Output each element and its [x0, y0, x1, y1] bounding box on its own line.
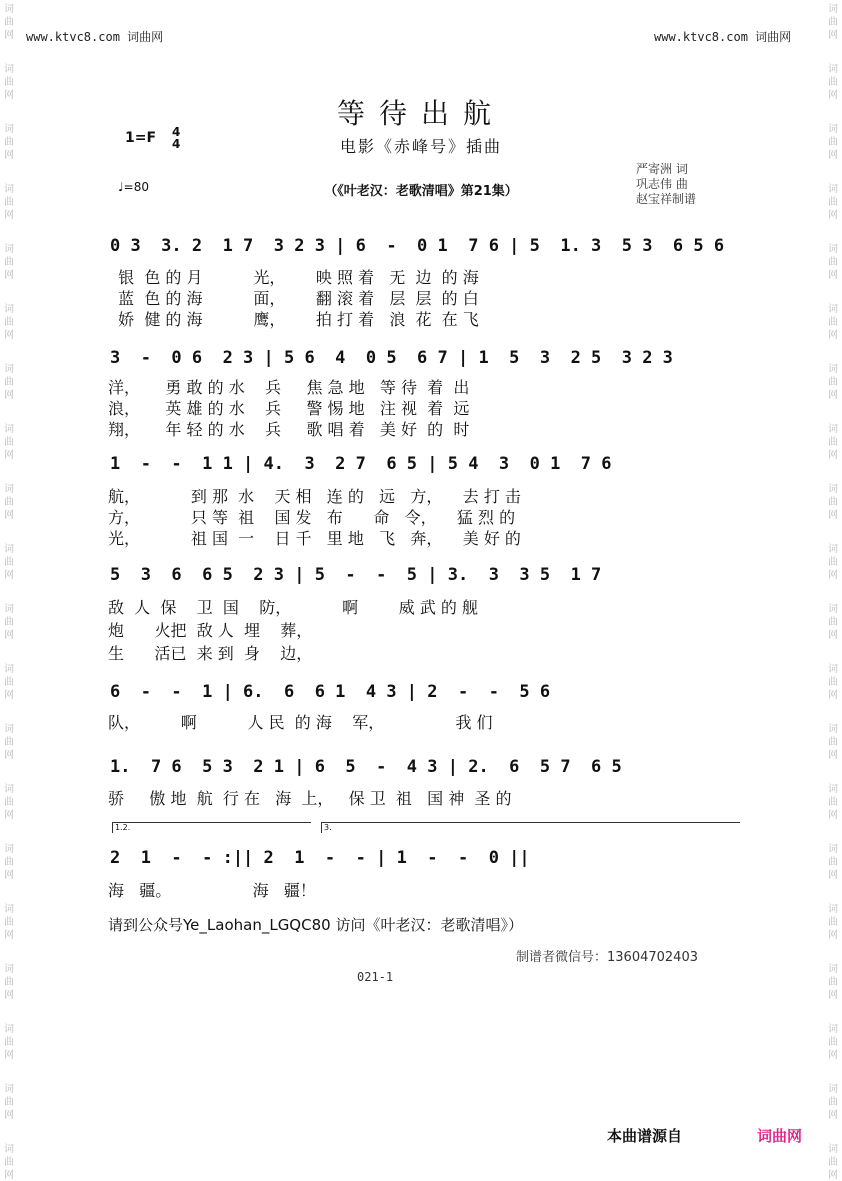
edge-mark-char: 曲: [4, 677, 14, 688]
edge-mark-char: 词: [828, 244, 838, 255]
edge-mark-char: 网: [828, 210, 838, 221]
edge-mark-char: 词: [4, 484, 14, 495]
edge-mark-char: 网: [4, 630, 14, 641]
edge-mark-char: 曲: [4, 497, 14, 508]
edge-mark-char: 词: [828, 364, 838, 375]
time-signature: [172, 126, 180, 150]
edge-mark-char: 曲: [828, 197, 838, 208]
edge-mark-char: 网: [4, 1050, 14, 1061]
notation-row-6: 1. 7 6 5 3 2 1 | 6 5 - 4 3 | 2. 6 5 7 6 5: [110, 757, 622, 777]
volta-first-ending: 1.2.: [112, 822, 311, 833]
edge-mark-char: 网: [4, 1110, 14, 1121]
edge-mark-char: 词: [828, 604, 838, 615]
key-signature: 1=F: [125, 130, 157, 146]
edge-mark-char: 词: [828, 304, 838, 315]
edge-mark-char: 曲: [4, 437, 14, 448]
edge-mark-char: 曲: [4, 377, 14, 388]
lyric-row-4-verse-3: 生 活已 来 到 身 边，: [108, 644, 313, 663]
edge-mark-char: 曲: [4, 1097, 14, 1108]
lyric-row-2-verse-2: 浪， 英 雄 的 水 兵 警 惕 地 注 视 着 远: [108, 399, 470, 418]
notation-row-1: 0 3 3. 2 1 7 3 2 3 | 6 - 0 1 7 6 | 5 1. 3 5 3 6 5 6: [110, 236, 725, 256]
edge-mark-char: 曲: [828, 1157, 838, 1168]
lyric-row-2-verse-1: 洋， 勇 敢 的 水 兵 焦 急 地 等 待 着 出: [108, 378, 470, 397]
edge-mark-char: 网: [828, 270, 838, 281]
site-link-left[interactable]: www.ktvc8.com 词曲网: [26, 30, 164, 44]
edge-mark-char: 曲: [828, 797, 838, 808]
time-top: 4: [172, 125, 181, 139]
notation-row-4: 5 3 6 6 5 2 3 | 5 - - 5 | 3. 3 3 5 1 7: [110, 565, 602, 585]
edge-mark-char: 词: [828, 964, 838, 975]
edge-mark-char: 词: [4, 424, 14, 435]
edge-mark-char: 曲: [828, 257, 838, 268]
edge-mark-char: 网: [828, 390, 838, 401]
edge-mark-char: 词: [828, 124, 838, 135]
edge-mark-char: 曲: [4, 917, 14, 928]
edge-mark-char: 网: [4, 30, 14, 41]
edge-mark-char: 曲: [828, 857, 838, 868]
edge-mark-char: 网: [4, 930, 14, 941]
arranger: 赵宝祥制谱: [636, 192, 697, 206]
edge-mark-char: 词: [4, 64, 14, 75]
lyric-row-3-verse-3: 光， 祖 国 一 日 千 里 地 飞 奔， 美 好 的: [108, 529, 521, 548]
edge-mark-char: 网: [828, 330, 838, 341]
edge-mark-char: 词: [4, 544, 14, 555]
lyric-row-7: 海 疆。 海 疆！: [108, 881, 316, 900]
edge-mark-char: 词: [828, 844, 838, 855]
edge-mark-char: 网: [4, 510, 14, 521]
edge-mark-char: 曲: [828, 437, 838, 448]
edge-mark-char: 网: [4, 750, 14, 761]
edge-mark-char: 曲: [4, 317, 14, 328]
song-source: （《叶老汉：老歌清唱》第21集）: [324, 184, 518, 199]
song-subtitle: 电影《赤峰号》插曲: [339, 137, 502, 156]
edge-mark-char: 网: [4, 150, 14, 161]
edge-mark-char: 曲: [4, 557, 14, 568]
edge-mark-char: 网: [828, 150, 838, 161]
edge-mark-char: 曲: [828, 1097, 838, 1108]
edge-mark-char: 网: [828, 1110, 838, 1121]
edge-mark-char: 网: [828, 510, 838, 521]
lyric-row-5: 队， 啊 人 民 的 海 军， 我 们: [108, 713, 493, 732]
edge-mark-char: 词: [4, 1144, 14, 1155]
edge-mark-char: 网: [828, 90, 838, 101]
edge-mark-char: 词: [4, 244, 14, 255]
edge-mark-char: 曲: [828, 617, 838, 628]
edge-mark-char: 网: [4, 210, 14, 221]
edge-mark-char: 网: [828, 810, 838, 821]
edge-mark-char: 词: [4, 844, 14, 855]
edge-mark-char: 网: [828, 690, 838, 701]
edge-mark-char: 词: [828, 184, 838, 195]
edge-mark-char: 网: [4, 990, 14, 1001]
edge-mark-char: 曲: [4, 1157, 14, 1168]
volta-third-ending: 3.: [321, 822, 740, 833]
edge-mark-char: 曲: [4, 737, 14, 748]
notation-row-5: 6 - - 1 | 6. 6 6 1 4 3 | 2 - - 5 6: [110, 682, 551, 702]
right-edge-watermark: [826, 0, 840, 1181]
edge-mark-char: 词: [4, 664, 14, 675]
edge-mark-char: 网: [828, 1050, 838, 1061]
song-title: 等待出航: [336, 97, 505, 130]
arranger-wechat: 制谱者微信号：13604702403: [516, 950, 698, 965]
edge-mark-char: 曲: [828, 737, 838, 748]
lyric-row-1-verse-1: 银 色 的 月 光， 映 照 着 无 边 的 海: [108, 268, 479, 287]
edge-mark-char: 网: [828, 1170, 838, 1181]
lyric-row-3-verse-2: 方， 只 等 祖 国 发 布 命 令， 猛 烈 的: [108, 508, 516, 527]
edge-mark-char: 曲: [828, 377, 838, 388]
edge-mark-char: 网: [828, 450, 838, 461]
edge-mark-char: 网: [828, 750, 838, 761]
edge-mark-char: 词: [4, 364, 14, 375]
edge-mark-char: 词: [4, 1024, 14, 1035]
edge-mark-char: 词: [828, 664, 838, 675]
edge-mark-char: 曲: [4, 197, 14, 208]
edge-mark-char: 曲: [828, 137, 838, 148]
edge-mark-char: 词: [828, 1144, 838, 1155]
lyric-row-4-verse-2: 炮 火把 敌 人 埋 葬，: [108, 621, 313, 640]
edge-mark-char: 词: [828, 424, 838, 435]
time-bottom: 4: [172, 137, 181, 151]
edge-mark-char: 词: [4, 124, 14, 135]
edge-mark-char: 网: [828, 570, 838, 581]
edge-mark-char: 词: [828, 4, 838, 15]
edge-mark-char: 曲: [828, 77, 838, 88]
edge-mark-char: 词: [4, 304, 14, 315]
notation-row-7: 2 1 - - :|| 2 1 - - | 1 - - 0 ||: [110, 848, 530, 868]
footer-note: 请到公众号Ye_Laohan_LGQC80 访问《叶老汉：老歌清唱》）: [108, 916, 523, 934]
tempo-marking: ♩=80: [118, 180, 149, 194]
edge-mark-char: 网: [828, 870, 838, 881]
edge-mark-char: 网: [4, 570, 14, 581]
edge-mark-char: 词: [4, 1084, 14, 1095]
edge-mark-char: 网: [4, 330, 14, 341]
edge-mark-char: 词: [828, 1024, 838, 1035]
edge-mark-char: 网: [828, 630, 838, 641]
edge-mark-char: 曲: [828, 317, 838, 328]
notation-row-2: 3 - 0 6 2 3 | 5 6 4 0 5 6 7 | 1 5 3 2 5 3 2 3: [110, 348, 673, 368]
edge-mark-char: 网: [4, 690, 14, 701]
edge-mark-char: 曲: [4, 137, 14, 148]
edge-mark-char: 词: [4, 4, 14, 15]
composer: 巩志伟 曲: [636, 177, 688, 191]
edge-mark-char: 网: [4, 810, 14, 821]
edge-mark-char: 曲: [4, 617, 14, 628]
edge-mark-char: 词: [4, 784, 14, 795]
lyric-row-1-verse-2: 蓝 色 的 海 面， 翻 滚 着 层 层 的 白: [108, 289, 479, 308]
edge-mark-char: 网: [4, 450, 14, 461]
lyric-row-3-verse-1: 航， 到 那 水 天 相 连 的 远 方， 去 打 击: [108, 487, 521, 506]
edge-mark-char: 曲: [4, 17, 14, 28]
edge-mark-char: 词: [4, 604, 14, 615]
lyric-row-4-verse-1: 敌 人 保 卫 国 防， 啊 威 武 的 舰: [108, 598, 479, 617]
site-link-right[interactable]: www.ktvc8.com 词曲网: [654, 30, 792, 44]
edge-mark-char: 曲: [4, 977, 14, 988]
edge-mark-char: 曲: [4, 857, 14, 868]
left-edge-watermark: [2, 0, 16, 1181]
edge-mark-char: 曲: [828, 17, 838, 28]
edge-mark-char: 曲: [828, 1037, 838, 1048]
edge-mark-char: 词: [4, 724, 14, 735]
lyricist: 严寄洲 词: [636, 162, 688, 176]
edge-mark-char: 词: [828, 724, 838, 735]
edge-mark-char: 词: [828, 1084, 838, 1095]
page-number: 021-1: [357, 970, 394, 984]
edge-mark-char: 词: [828, 784, 838, 795]
edge-mark-char: 曲: [828, 977, 838, 988]
notation-row-3: 1 - - 1 1 | 4. 3 2 7 6 5 | 5 4 3 0 1 7 6: [110, 454, 612, 474]
edge-mark-char: 词: [4, 904, 14, 915]
edge-mark-char: 词: [828, 904, 838, 915]
lyric-row-2-verse-3: 翔， 年 轻 的 水 兵 歌 唱 着 美 好 的 时: [108, 420, 470, 439]
edge-mark-char: 网: [4, 390, 14, 401]
edge-mark-char: 曲: [828, 557, 838, 568]
edge-mark-char: 网: [828, 990, 838, 1001]
edge-mark-char: 网: [4, 1170, 14, 1181]
source-site-link[interactable]: 词曲网: [757, 1127, 803, 1145]
lyric-row-6: 骄 傲 地 航 行 在 海 上， 保 卫 祖 国 神 圣 的: [108, 789, 512, 808]
edge-mark-char: 曲: [828, 497, 838, 508]
edge-mark-char: 曲: [4, 77, 14, 88]
edge-mark-char: 网: [4, 870, 14, 881]
edge-mark-char: 网: [828, 930, 838, 941]
edge-mark-char: 网: [4, 270, 14, 281]
source-label: 本曲谱源自: [607, 1127, 683, 1145]
edge-mark-char: 词: [828, 484, 838, 495]
edge-mark-char: 词: [828, 544, 838, 555]
lyric-row-1-verse-3: 娇 健 的 海 鹰， 拍 打 着 浪 花 在 飞: [108, 310, 479, 329]
edge-mark-char: 曲: [4, 257, 14, 268]
edge-mark-char: 曲: [828, 917, 838, 928]
credits: [636, 162, 696, 207]
edge-mark-char: 词: [828, 64, 838, 75]
edge-mark-char: 词: [4, 184, 14, 195]
edge-mark-char: 网: [828, 30, 838, 41]
edge-mark-char: 曲: [828, 677, 838, 688]
edge-mark-char: 曲: [4, 1037, 14, 1048]
edge-mark-char: 词: [4, 964, 14, 975]
edge-mark-char: 网: [4, 90, 14, 101]
edge-mark-char: 曲: [4, 797, 14, 808]
